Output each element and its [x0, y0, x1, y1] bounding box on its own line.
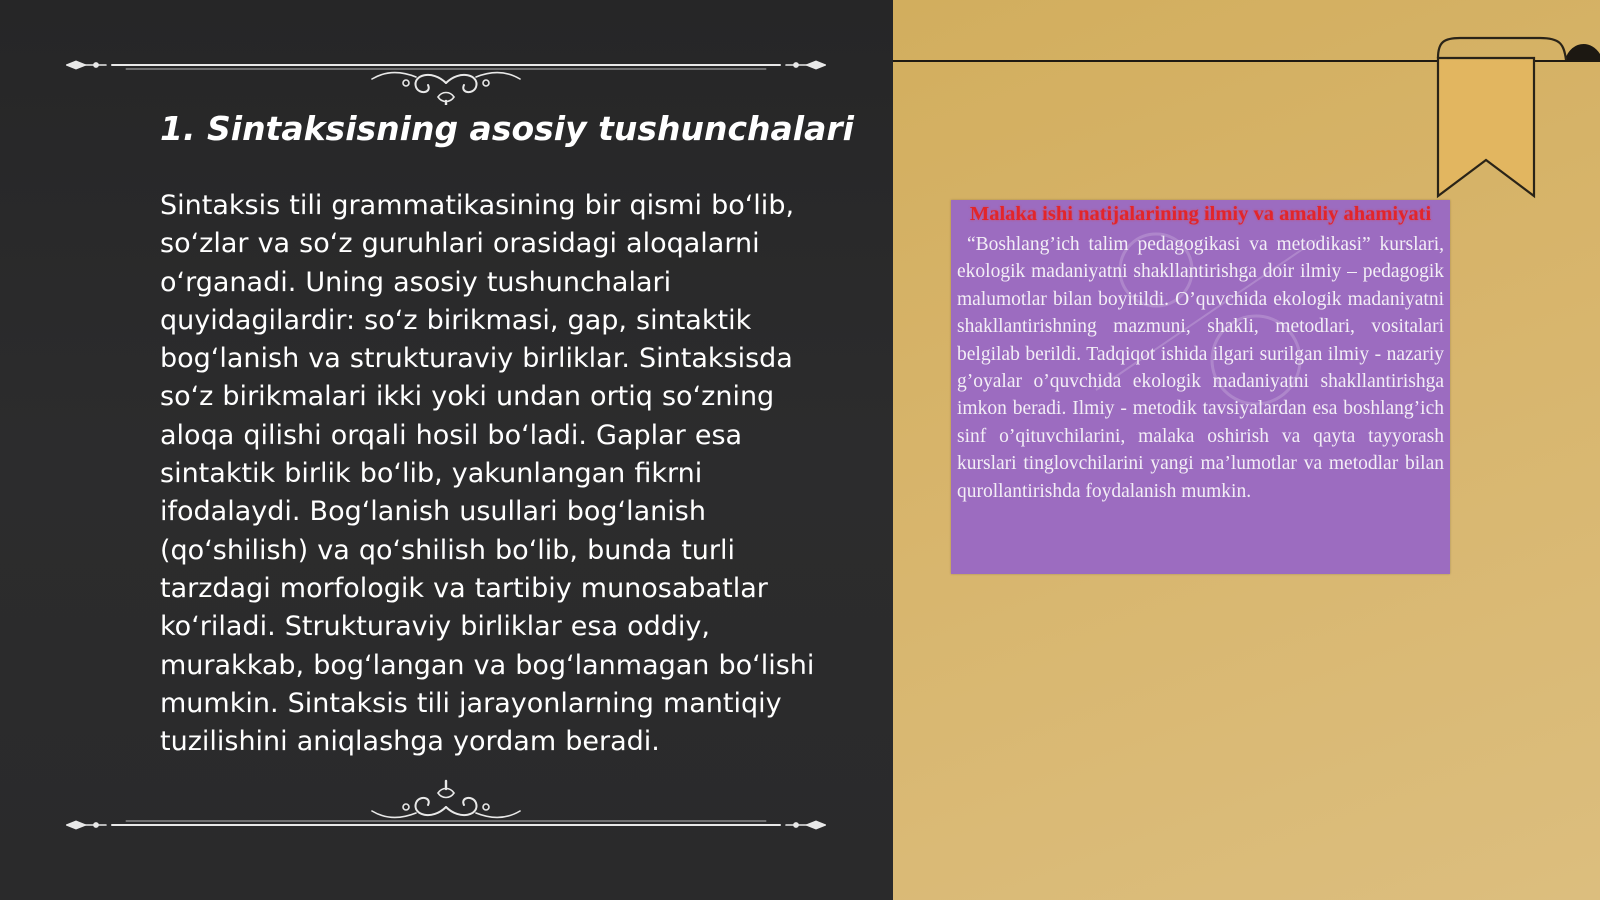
flourish-divider-icon	[66, 45, 826, 105]
document-heading: Malaka ishi natijalarining ilmiy va amaliy ahamiyati	[969, 203, 1432, 225]
slide-body-text: Sintaksis tili grammatikasining bir qismi boʻlib, soʻzlar va soʻz guruhlari orasidagi aloqalarni oʻrganadi. Uning asosiy tushunchalari quyidagilardir: soʻz birikmasi, gap, sintaktik bogʻlanish va strukturaviy birliklar. Sintaksisda soʻz birikmalari ikki yoki undan ortiq soʻzning aloqa qilishi orqali hosil boʻladi. Gaplar esa sintaktik birlik boʻlib, yakunlangan fikrni ifodalaydi. Bogʻlanish usullari bogʻlanish (qoʻshilish) va qoʻshilish boʻlib, bunda turli tarzdagi morfologik va tartibiy munosabatlar koʻriladi. Strukturaviy birliklar esa oddiy, murakkab, bogʻlangan va bogʻlanmagan boʻlishi mumkin. Sintaksis tili jarayonlarning mantiqiy tuzilishini aniqlashga yordam beradi.	[160, 190, 815, 758]
flourish-divider-icon	[66, 775, 826, 835]
embedded-document	[951, 200, 1450, 574]
slide-title: 1. Sintaksisning asosiy tushunchalari	[160, 109, 854, 148]
bookmark-ribbon-icon	[1430, 34, 1600, 204]
document-text: “Boshlang’ich talim pedagogikasi va metodikasi” kurslari, ekologik madaniyatni shakllantirishga doir ilmiy – pedagogik malumotlar bilan boyitildi. O’quvchida ekologik madaniyatni shakllantirishning mazmuni, shakli, metodlari, vositalari belgilab berildi. Tadqiqot ishida ilgari surilgan ilmiy - nazariy g’oyalar o’quvchida ekologik madaniyatni shakllantirishga imkon beradi. Ilmiy - metodik tavsiyalardan esa boshlang’ich sinf o’qituvchilarini, malaka oshirish va qayta tayyorash kurslari tinglovchilarini yangi ma’lumotlar va metodlar bilan qurollantirishda foydalanish mumkin.	[957, 234, 1444, 502]
